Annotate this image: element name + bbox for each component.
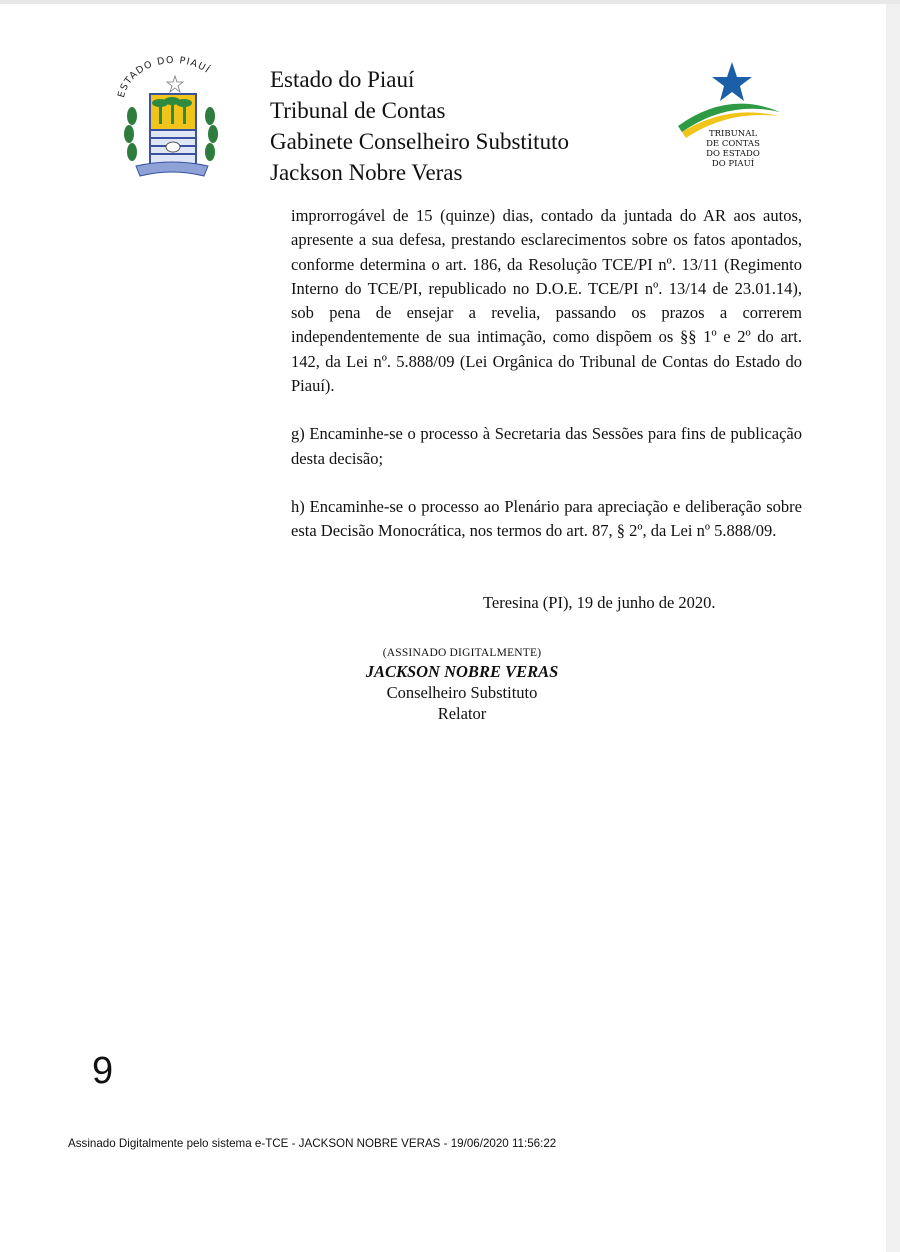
signature-role: Conselheiro Substituto [386,683,538,702]
tce-logo-line-2: DE CONTAS [706,139,760,149]
letterhead-text [270,64,569,188]
tce-logo-line-4: DO PIAUÍ [711,159,755,169]
signature-subrole: Relator [437,704,487,723]
digital-signature-footer: Assinado Digitalmente pelo sistema e-TCE - JACKSON NOBRE VERAS - 19/06/2020 11:56:22 [68,1137,557,1150]
decision-body [291,204,802,544]
signature-name: JACKSON NOBRE VERAS [365,662,559,681]
header-line-state: Estado do Piauí [270,67,415,92]
tce-logo-line-3: DO ESTADO [706,149,760,159]
tce-logo-line-1: TRIBUNAL [708,129,758,139]
page-number: 9 [92,1050,114,1092]
place-date: Teresina (PI), 19 de junho de 2020. [483,593,716,612]
document-page [0,4,886,1252]
signature-note: (ASSINADO DIGITALMENTE) [382,647,542,659]
svg-text:ESTADO DO PIAUÍ: ESTADO DO PIAUÍ [116,54,213,99]
header-line-councillor: Jackson Nobre Veras [270,160,463,185]
state-coat-of-arms-icon [112,54,230,186]
signature-block [340,645,584,724]
tce-pi-logo-icon [672,60,782,172]
paragraph-g: g) Encaminhe-se o processo à Secretaria das Sessões para fins de publicação desta decisão; [291,424,802,468]
paragraph-deadline: improrrogável de 15 (quinze) dias, contado da juntada do AR aos autos, apresente a sua defesa, prestando esclarecimentos sobre os fatos apontados, conforme determina o art. 186, da Resolução TCE/PI nº. 13/11 (Regimento Interno do TCE/PI, republicado no D.O.E. TCE/PI nº. 13/14 de 23.01.14), sob pena de ensejar a revelia, passando os prazos a correrem independentemente de sua intimação, como dispõem os §§ 1º e 2º do art. 142, da Lei nº. 5.888/09 (Lei Orgânica do Tribunal de Contas do Estado do Piauí). [291,206,802,396]
paragraph-h: h) Encaminhe-se o processo ao Plenário para apreciação e deliberação sobre esta Decisão Monocrática, nos termos do art. 87, § 2º, da Lei nº 5.888/09. [291,496,802,541]
header-line-office: Gabinete Conselheiro Substituto [270,129,569,154]
header-line-court: Tribunal de Contas [270,98,446,123]
